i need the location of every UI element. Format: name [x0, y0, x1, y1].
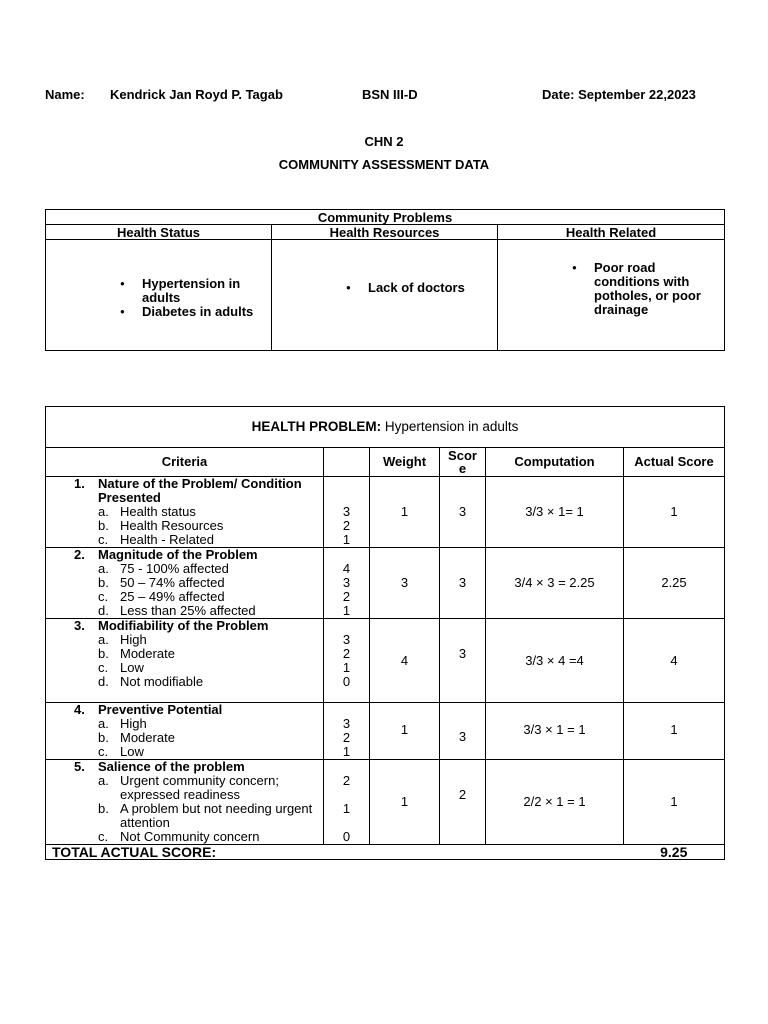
- criteria-heading: 4. Preventive Potential: [74, 702, 223, 717]
- list-item: ● Poor road conditions with potholes, or poor drainage: [572, 261, 712, 317]
- health-resources-list: [346, 281, 486, 309]
- list-item: ● Diabetes in adults: [120, 305, 260, 319]
- health-status-cell: [46, 240, 272, 351]
- column-health-status: Health Status: [46, 225, 272, 240]
- document-title: COMMUNITY ASSESSMENT DATA: [278, 157, 490, 172]
- criteria-cell: 2. Magnitude of the Problem a. 75 - 100% affected b. 50 – 74% affected c. 25 – 49% affected d. Less than 25% affected: [46, 548, 324, 619]
- health-problem-value: Hypertension in adults: [384, 419, 519, 434]
- criteria-option: Less than 25% affected: [120, 603, 256, 618]
- column-points: [324, 448, 370, 477]
- column-computation: Computation: [486, 448, 624, 477]
- column-health-related: Health Related: [498, 225, 725, 240]
- criteria-option: A problem but not needing urgent attention: [120, 801, 313, 830]
- criteria-option: High: [120, 716, 147, 731]
- table-row: [46, 760, 725, 845]
- computation-cell: 3/3 × 1 = 1: [486, 703, 624, 760]
- health-problem-title: [46, 407, 725, 448]
- score-cell: 3: [440, 703, 486, 760]
- criteria-option: 75 - 100% affected: [120, 561, 229, 576]
- criteria-option: Health status: [120, 504, 196, 519]
- weight-cell: 1: [370, 703, 440, 760]
- health-related-cell: [498, 240, 725, 351]
- column-score: Score: [440, 448, 486, 477]
- criteria-option: Not modifiable: [120, 674, 204, 689]
- name-label: Name:: [45, 87, 85, 102]
- score-cell: 2: [440, 760, 486, 845]
- criteria-option: Low: [120, 744, 144, 759]
- criteria-heading: 1. Nature of the Problem/ Condition Presented: [74, 476, 302, 505]
- criteria-option: 50 – 74% affected: [120, 575, 225, 590]
- table-row: [46, 619, 725, 703]
- computation-cell: 3/4 × 3 = 2.25: [486, 548, 624, 619]
- total-label: TOTAL ACTUAL SCORE:: [52, 844, 217, 860]
- weight-cell: 4: [370, 619, 440, 703]
- criteria-option: Health - Related: [120, 532, 214, 547]
- health-status-list: [120, 271, 260, 319]
- community-problems-header: Community Problems: [46, 210, 725, 225]
- actual-score-cell: 1: [624, 760, 725, 845]
- list-item: ● Hypertension in adults: [120, 277, 260, 305]
- total-row: [46, 845, 725, 860]
- criteria-cell: 5. Salience of the problem a. Urgent community concern; expressed readiness b. A problem but not needing urgent attention c. Not Community concern: [46, 760, 324, 845]
- criteria-option: Moderate: [120, 730, 175, 745]
- table-row: [46, 703, 725, 760]
- points-cell: 3 2 1: [324, 477, 370, 548]
- column-actual-score: Actual Score: [624, 448, 725, 477]
- health-related-list: [572, 261, 712, 329]
- health-problem-prefix: HEALTH PROBLEM:: [251, 419, 382, 434]
- section-label: BSN III-D: [362, 87, 418, 102]
- score-cell: 3: [440, 619, 486, 703]
- health-resources-cell: [272, 240, 498, 351]
- criteria-option: Not Community concern: [120, 829, 260, 844]
- student-name: Kendrick Jan Royd P. Tagab: [110, 87, 283, 102]
- total-value: 9.25: [660, 844, 688, 860]
- criteria-option: Health Resources: [120, 518, 224, 533]
- computation-cell: 3/3 × 4 =4: [486, 619, 624, 703]
- criteria-heading: 3. Modifiability of the Problem: [74, 618, 269, 633]
- course-title: CHN 2: [364, 134, 404, 149]
- weight-cell: 3: [370, 548, 440, 619]
- column-weight: Weight: [370, 448, 440, 477]
- score-cell: 3: [440, 548, 486, 619]
- criteria-heading: 2. Magnitude of the Problem: [74, 547, 258, 562]
- points-cell: 3 2 1: [324, 703, 370, 760]
- criteria-cell: 1. Nature of the Problem/ Condition Presented a. Health status b. Health Resources c. Health - Related: [46, 477, 324, 548]
- points-cell: 4 3 2 1: [324, 548, 370, 619]
- criteria-option: High: [120, 632, 147, 647]
- criteria-option: 25 – 49% affected: [120, 589, 225, 604]
- criteria-cell: 4. Preventive Potential a. High b. Moderate c. Low: [46, 703, 324, 760]
- points-cell: 3 2 1 0: [324, 619, 370, 703]
- weight-cell: 1: [370, 477, 440, 548]
- community-problems-table: [45, 209, 725, 351]
- actual-score-cell: 1: [624, 477, 725, 548]
- actual-score-cell: 1: [624, 703, 725, 760]
- table-row: [46, 477, 725, 548]
- score-cell: 3: [440, 477, 486, 548]
- computation-cell: 2/2 × 1 = 1: [486, 760, 624, 845]
- criteria-option: Low: [120, 660, 144, 675]
- column-health-resources: Health Resources: [272, 225, 498, 240]
- criteria-heading: 5. Salience of the problem: [74, 759, 245, 774]
- points-cell: 2 1 0: [324, 760, 370, 845]
- table-row: [46, 548, 725, 619]
- computation-cell: 3/3 × 1= 1: [486, 477, 624, 548]
- actual-score-cell: 2.25: [624, 548, 725, 619]
- column-criteria: Criteria: [46, 448, 324, 477]
- weight-cell: 1: [370, 760, 440, 845]
- criteria-cell: 3. Modifiability of the Problem a. High b. Moderate c. Low d. Not modifiable: [46, 619, 324, 703]
- criteria-option: Urgent community concern; expressed readiness: [120, 773, 279, 802]
- criteria-option: Moderate: [120, 646, 175, 661]
- actual-score-cell: 4: [624, 619, 725, 703]
- list-item: ● Lack of doctors: [346, 281, 486, 295]
- health-problem-scoring-table: [45, 406, 725, 860]
- date-label: Date: September 22,2023: [542, 87, 696, 102]
